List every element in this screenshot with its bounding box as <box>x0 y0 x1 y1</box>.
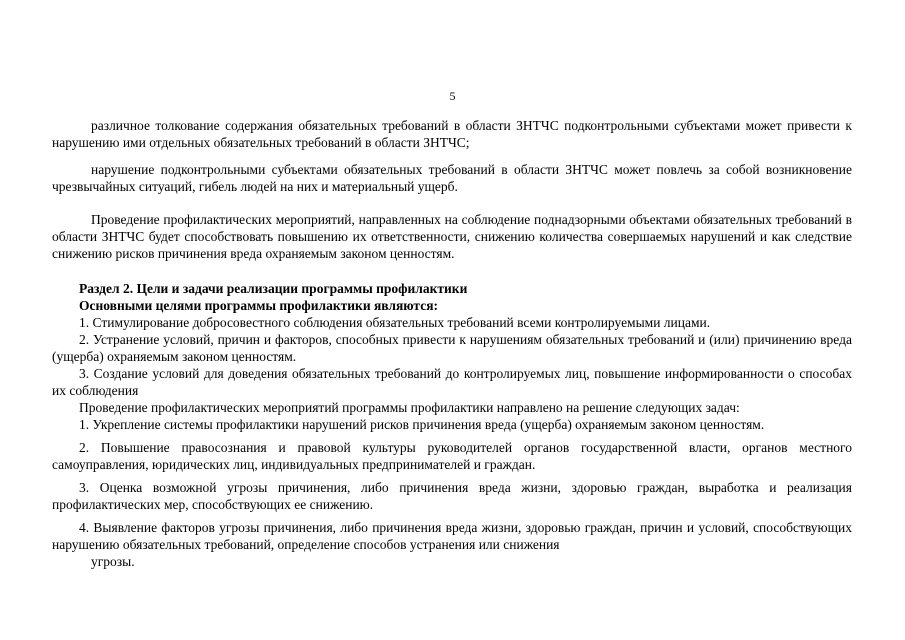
tasks-intro: Проведение профилактических мероприятий программы профилактики направлено на решение следующих задач: <box>79 400 740 415</box>
goal-item-1: 1. Стимулирование добросовестного соблюдения обязательных требований всеми контролируемыми лицами. <box>79 315 711 330</box>
goals-heading: Основными целями программы профилактики являются: <box>79 298 438 313</box>
paragraph-violation-consequences: нарушение подконтрольными субъектами обязательных требований в области ЗНТЧС может повлечь за собой возникновение чрезвычайных ситуаций, гибель людей на них и материальный ущерб. <box>52 162 852 194</box>
document-body <box>52 117 852 570</box>
paragraph-prevention-effect: Проведение профилактических мероприятий, направленных на соблюдение поднадзорными объектами обязательных требований в области ЗНТЧС будет способствовать повышению их ответственности, снижению количества совершаемых нарушений и как следствие снижению рисков причинения вреда охраняемым законом ценностям. <box>52 212 852 261</box>
goal-item-2: 2. Устранение условий, причин и факторов, способных привести к нарушениям обязательных требований и (или) причинению вреда (ущерба) охраняемым законом ценностям. <box>52 332 852 364</box>
paragraph-interpretation-risk: различное толкование содержания обязательных требований в области ЗНТЧС подконтрольными субъектами может привести к нарушению ими отдельных обязательных требований в области ЗНТЧС; <box>52 118 852 150</box>
task-item-1: 1. Укрепление системы профилактики нарушений рисков причинения вреда (ущерба) охраняемым законом ценностям. <box>79 417 765 432</box>
task-item-4-continuation: угрозы. <box>91 554 135 569</box>
task-item-4: 4. Выявление факторов угрозы причинения, либо причинения вреда жизни, здоровью граждан, причин и условий, способствующих нарушению обязательных требований, определение способов устранения или снижения <box>52 520 852 552</box>
section-2-title: Раздел 2. Цели и задачи реализации программы профилактики <box>79 281 468 296</box>
page-number: 5 <box>449 89 456 103</box>
task-item-2: 2. Повышение правосознания и правовой культуры руководителей органов государственной власти, органов местного самоуправления, юридических лиц, индивидуальных предпринимателей и граждан. <box>52 440 852 472</box>
task-item-3: 3. Оценка возможной угрозы причинения, либо причинения вреда жизни, здоровью граждан, выработка и реализация профилактических мер, способствующих ее снижению. <box>52 480 852 512</box>
goal-item-3: 3. Создание условий для доведения обязательных требований до контролируемых лиц, повышение информированности о способах их соблюдения <box>52 366 852 398</box>
